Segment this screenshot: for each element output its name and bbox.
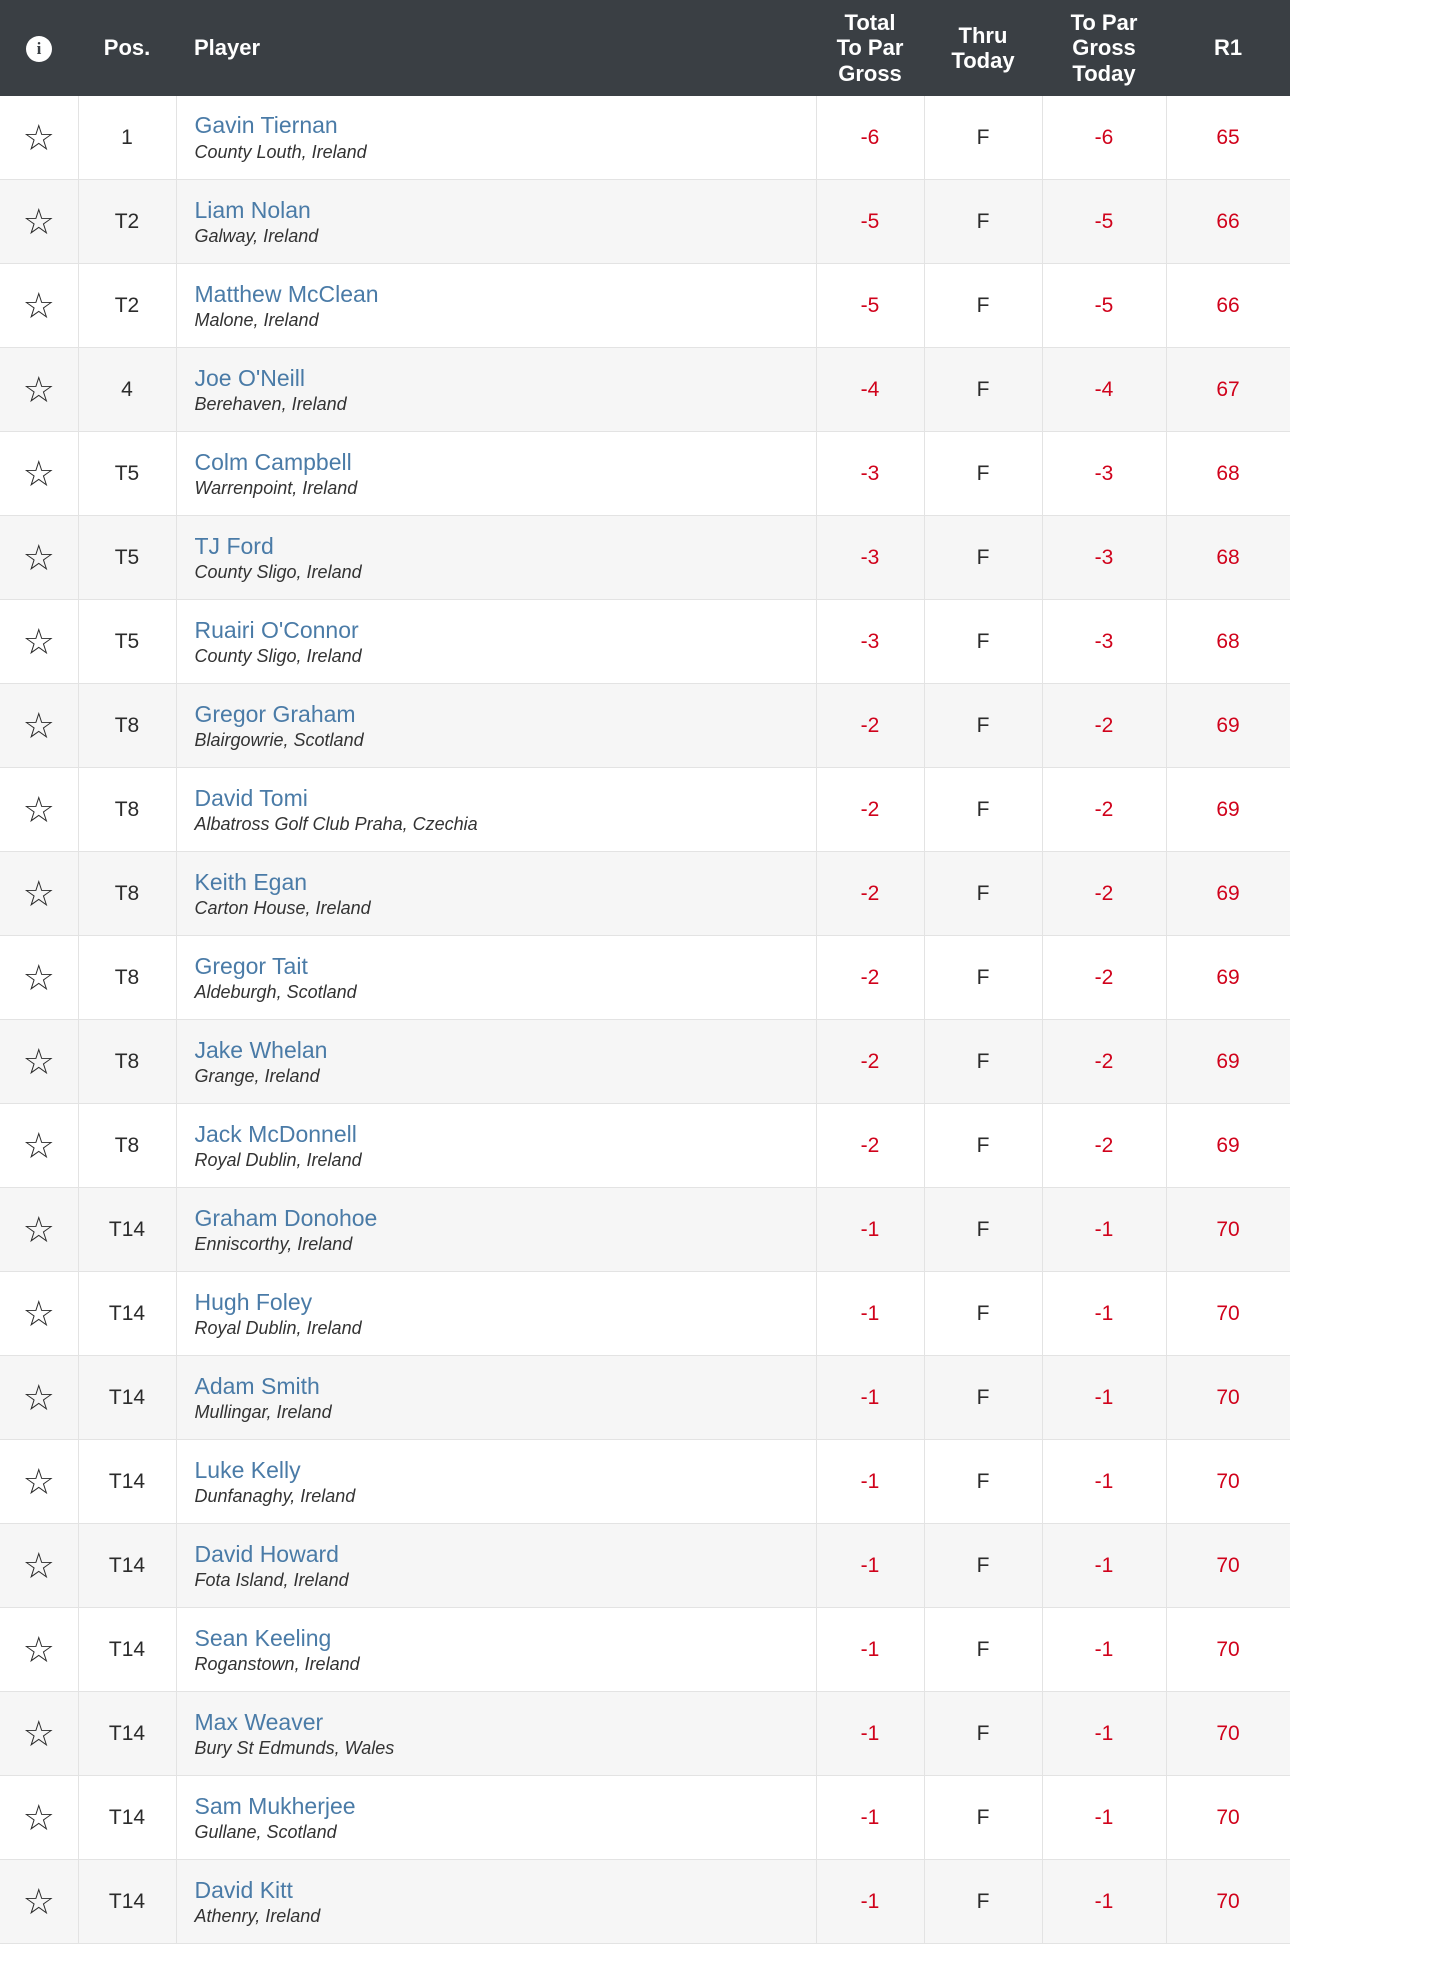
- favourite-cell: [0, 1776, 78, 1860]
- thru-today-cell: F: [924, 1272, 1042, 1356]
- player-club: Gullane, Scotland: [194, 1822, 337, 1843]
- total-to-par-gross-cell: -2: [816, 1104, 924, 1188]
- favourite-cell: [0, 684, 78, 768]
- player-name-link[interactable]: Jack McDonnell: [194, 1120, 357, 1147]
- to-par-gross-today-cell: -4: [1042, 348, 1166, 432]
- thru-today-cell: F: [924, 516, 1042, 600]
- player-club: Blairgowrie, Scotland: [194, 730, 364, 751]
- favourite-star-icon[interactable]: ☆: [22, 284, 55, 326]
- thru-today-cell: F: [924, 1692, 1042, 1776]
- player-name-link[interactable]: Adam Smith: [194, 1372, 320, 1399]
- player-name-link[interactable]: Luke Kelly: [194, 1456, 301, 1483]
- position-cell: T2: [78, 180, 176, 264]
- favourite-cell: [0, 600, 78, 684]
- header-player: Player: [194, 35, 261, 61]
- player-cell: [176, 1272, 816, 1356]
- table-row: [0, 264, 1290, 348]
- position-cell: 4: [78, 348, 176, 432]
- favourite-cell: [0, 852, 78, 936]
- favourite-star-icon[interactable]: ☆: [22, 1292, 55, 1334]
- thru-today-cell: F: [924, 1776, 1042, 1860]
- table-row: [0, 1692, 1290, 1776]
- table-row: [0, 1440, 1290, 1524]
- header-round-1: R1: [1213, 35, 1243, 61]
- to-par-gross-today-cell: -5: [1042, 264, 1166, 348]
- round-1-cell: 69: [1166, 1020, 1290, 1104]
- position-cell: T14: [78, 1608, 176, 1692]
- player-club: Fota Island, Ireland: [194, 1570, 349, 1591]
- position-cell: T14: [78, 1440, 176, 1524]
- total-to-par-gross-cell: -2: [816, 684, 924, 768]
- player-name-link[interactable]: Jake Whelan: [194, 1036, 328, 1063]
- table-row: [0, 1524, 1290, 1608]
- player-name-link[interactable]: Gavin Tiernan: [194, 112, 338, 139]
- player-club: Malone, Ireland: [194, 310, 319, 331]
- to-par-gross-today-cell: -3: [1042, 432, 1166, 516]
- favourite-star-icon[interactable]: ☆: [22, 872, 55, 914]
- thru-today-cell: F: [924, 264, 1042, 348]
- thru-today-cell: F: [924, 1440, 1042, 1524]
- thru-today-cell: F: [924, 1020, 1042, 1104]
- player-name-link[interactable]: David Tomi: [194, 784, 308, 811]
- header-thru-line-2: Today: [951, 47, 1015, 73]
- table-body: [0, 96, 1290, 1944]
- header-today-line-2: Gross: [1072, 35, 1136, 61]
- to-par-gross-today-cell: -1: [1042, 1524, 1166, 1608]
- total-to-par-gross-cell: -1: [816, 1692, 924, 1776]
- round-1-cell: 70: [1166, 1692, 1290, 1776]
- total-to-par-gross-cell: -1: [816, 1440, 924, 1524]
- position-cell: T5: [78, 432, 176, 516]
- round-1-cell: 69: [1166, 1104, 1290, 1188]
- round-1-cell: 69: [1166, 936, 1290, 1020]
- position-cell: T14: [78, 1776, 176, 1860]
- thru-today-cell: F: [924, 1524, 1042, 1608]
- total-to-par-gross-cell: -5: [816, 264, 924, 348]
- thru-today-cell: F: [924, 348, 1042, 432]
- favourite-cell: [0, 1020, 78, 1104]
- to-par-gross-today-cell: -6: [1042, 96, 1166, 180]
- total-to-par-gross-cell: -3: [816, 600, 924, 684]
- favourite-star-icon[interactable]: ☆: [22, 620, 55, 662]
- player-name-link[interactable]: Keith Egan: [194, 868, 308, 895]
- table-row: [0, 1608, 1290, 1692]
- favourite-cell: [0, 1104, 78, 1188]
- favourite-cell: [0, 348, 78, 432]
- player-cell: [176, 432, 816, 516]
- position-cell: T8: [78, 684, 176, 768]
- table-row: [0, 432, 1290, 516]
- favourite-star-icon[interactable]: ☆: [22, 200, 55, 242]
- round-1-cell: 69: [1166, 684, 1290, 768]
- round-1-cell: 66: [1166, 264, 1290, 348]
- favourite-star-icon[interactable]: ☆: [22, 1208, 55, 1250]
- player-cell: [176, 1608, 816, 1692]
- player-name-link[interactable]: Hugh Foley: [194, 1288, 313, 1315]
- favourite-star-icon[interactable]: ☆: [22, 788, 55, 830]
- total-to-par-gross-cell: -6: [816, 96, 924, 180]
- position-cell: T14: [78, 1860, 176, 1944]
- table-row: [0, 96, 1290, 180]
- table-row: [0, 180, 1290, 264]
- table-row: [0, 1356, 1290, 1440]
- to-par-gross-today-cell: -1: [1042, 1272, 1166, 1356]
- total-to-par-gross-cell: -4: [816, 348, 924, 432]
- player-cell: [176, 600, 816, 684]
- player-club: Bury St Edmunds, Wales: [194, 1738, 395, 1759]
- favourite-cell: [0, 1272, 78, 1356]
- thru-today-cell: F: [924, 432, 1042, 516]
- total-to-par-gross-cell: -5: [816, 180, 924, 264]
- favourite-cell: [0, 96, 78, 180]
- to-par-gross-today-cell: -1: [1042, 1188, 1166, 1272]
- position-cell: T14: [78, 1188, 176, 1272]
- thru-today-cell: F: [924, 180, 1042, 264]
- favourite-star-icon[interactable]: ☆: [22, 1880, 55, 1922]
- player-cell: [176, 1692, 816, 1776]
- thru-today-cell: F: [924, 1608, 1042, 1692]
- player-name-link[interactable]: Gregor Graham: [194, 700, 356, 727]
- position-cell: T8: [78, 1104, 176, 1188]
- position-cell: T8: [78, 936, 176, 1020]
- player-name-link[interactable]: Max Weaver: [194, 1708, 324, 1735]
- player-cell: [176, 96, 816, 180]
- player-cell: [176, 768, 816, 852]
- total-to-par-gross-cell: -1: [816, 1524, 924, 1608]
- header-today-line-1: To Par: [1070, 10, 1138, 35]
- thru-today-cell: F: [924, 852, 1042, 936]
- favourite-star-icon[interactable]: ☆: [22, 116, 55, 158]
- table-row: [0, 1860, 1290, 1944]
- thru-today-cell: F: [924, 684, 1042, 768]
- total-to-par-gross-cell: -2: [816, 1020, 924, 1104]
- player-name-link[interactable]: Sean Keeling: [194, 1624, 332, 1651]
- position-cell: T14: [78, 1272, 176, 1356]
- thru-today-cell: F: [924, 936, 1042, 1020]
- player-cell: [176, 348, 816, 432]
- round-1-cell: 67: [1166, 348, 1290, 432]
- favourite-star-icon[interactable]: ☆: [22, 536, 55, 578]
- round-1-cell: 70: [1166, 1188, 1290, 1272]
- favourite-cell: [0, 1860, 78, 1944]
- favourite-cell: [0, 180, 78, 264]
- thru-today-cell: F: [924, 1860, 1042, 1944]
- to-par-gross-today-cell: -2: [1042, 1020, 1166, 1104]
- round-1-cell: 70: [1166, 1860, 1290, 1944]
- round-1-cell: 70: [1166, 1608, 1290, 1692]
- player-club: Roganstown, Ireland: [194, 1654, 360, 1675]
- page-right-margin: [1290, 0, 1447, 1987]
- thru-today-cell: F: [924, 96, 1042, 180]
- table-row: [0, 516, 1290, 600]
- thru-today-cell: F: [924, 1188, 1042, 1272]
- player-name-link[interactable]: David Kitt: [194, 1876, 293, 1903]
- header-favourite-column: [0, 0, 78, 96]
- total-to-par-gross-cell: -3: [816, 516, 924, 600]
- to-par-gross-today-cell: -1: [1042, 1692, 1166, 1776]
- player-club: Albatross Golf Club Praha, Czechia: [194, 814, 478, 835]
- to-par-gross-today-cell: -3: [1042, 600, 1166, 684]
- player-cell: [176, 1440, 816, 1524]
- player-name-link[interactable]: Gregor Tait: [194, 952, 308, 979]
- player-club: County Sligo, Ireland: [194, 562, 362, 583]
- to-par-gross-today-cell: -3: [1042, 516, 1166, 600]
- favourite-cell: [0, 768, 78, 852]
- total-to-par-gross-cell: -1: [816, 1776, 924, 1860]
- table-row: [0, 1104, 1290, 1188]
- player-name-link[interactable]: Ruairi O'Connor: [194, 616, 359, 643]
- header-thru-line-1: Thru: [958, 22, 1008, 48]
- position-cell: 1: [78, 96, 176, 180]
- to-par-gross-today-cell: -2: [1042, 684, 1166, 768]
- favourite-star-icon[interactable]: ☆: [22, 1460, 55, 1502]
- player-cell: [176, 1020, 816, 1104]
- table-row: [0, 768, 1290, 852]
- to-par-gross-today-cell: -1: [1042, 1776, 1166, 1860]
- to-par-gross-today-cell: -2: [1042, 852, 1166, 936]
- total-to-par-gross-cell: -1: [816, 1272, 924, 1356]
- favourite-star-icon[interactable]: ☆: [22, 1376, 55, 1418]
- player-cell: [176, 1776, 816, 1860]
- round-1-cell: 69: [1166, 768, 1290, 852]
- favourite-star-icon[interactable]: ☆: [22, 452, 55, 494]
- round-1-cell: 68: [1166, 516, 1290, 600]
- total-to-par-gross-cell: -1: [816, 1356, 924, 1440]
- favourite-cell: [0, 432, 78, 516]
- header-total-to-par-gross: [816, 0, 924, 96]
- player-club: Galway, Ireland: [194, 226, 319, 247]
- player-cell: [176, 1104, 816, 1188]
- thru-today-cell: F: [924, 1356, 1042, 1440]
- header-to-par-gross-today: [1042, 0, 1166, 96]
- table-row: [0, 852, 1290, 936]
- player-name-link[interactable]: Sam Mukherjee: [194, 1792, 356, 1819]
- player-name-link[interactable]: David Howard: [194, 1540, 339, 1567]
- player-club: Enniscorthy, Ireland: [194, 1234, 353, 1255]
- header-total-line-2: To Par: [836, 35, 904, 61]
- header-position: Pos.: [103, 35, 151, 61]
- player-name-link[interactable]: TJ Ford: [194, 532, 274, 559]
- total-to-par-gross-cell: -2: [816, 936, 924, 1020]
- favourite-cell: [0, 1188, 78, 1272]
- to-par-gross-today-cell: -1: [1042, 1440, 1166, 1524]
- round-1-cell: 70: [1166, 1440, 1290, 1524]
- to-par-gross-today-cell: -1: [1042, 1356, 1166, 1440]
- player-club: County Louth, Ireland: [194, 142, 367, 163]
- total-to-par-gross-cell: -1: [816, 1188, 924, 1272]
- header-thru-today: [924, 0, 1042, 96]
- round-1-cell: 66: [1166, 180, 1290, 264]
- position-cell: T5: [78, 600, 176, 684]
- to-par-gross-today-cell: -1: [1042, 1860, 1166, 1944]
- player-name-link[interactable]: Joe O'Neill: [194, 364, 305, 391]
- table-row: [0, 600, 1290, 684]
- favourite-star-icon[interactable]: ☆: [22, 1628, 55, 1670]
- position-cell: T8: [78, 852, 176, 936]
- round-1-cell: 70: [1166, 1356, 1290, 1440]
- player-club: Berehaven, Ireland: [194, 394, 347, 415]
- player-club: Dunfanaghy, Ireland: [194, 1486, 356, 1507]
- player-club: Royal Dublin, Ireland: [194, 1318, 362, 1339]
- position-cell: T2: [78, 264, 176, 348]
- thru-today-cell: F: [924, 768, 1042, 852]
- total-to-par-gross-cell: -1: [816, 1860, 924, 1944]
- player-name-link[interactable]: Colm Campbell: [194, 448, 352, 475]
- table-header: [0, 0, 1290, 96]
- favourite-cell: [0, 936, 78, 1020]
- total-to-par-gross-cell: -2: [816, 852, 924, 936]
- to-par-gross-today-cell: -1: [1042, 1608, 1166, 1692]
- player-club: County Sligo, Ireland: [194, 646, 362, 667]
- favourite-star-icon[interactable]: ☆: [22, 1544, 55, 1586]
- total-to-par-gross-cell: -3: [816, 432, 924, 516]
- favourite-cell: [0, 516, 78, 600]
- player-cell: [176, 1524, 816, 1608]
- to-par-gross-today-cell: -5: [1042, 180, 1166, 264]
- round-1-cell: 68: [1166, 600, 1290, 684]
- header-total-line-1: Total: [844, 10, 896, 35]
- position-cell: T14: [78, 1524, 176, 1608]
- table-row: [0, 1188, 1290, 1272]
- favourite-star-icon[interactable]: ☆: [22, 1796, 55, 1838]
- favourite-cell: [0, 1608, 78, 1692]
- player-name-link[interactable]: Liam Nolan: [194, 196, 311, 223]
- favourite-star-icon[interactable]: ☆: [22, 1712, 55, 1754]
- favourite-star-icon[interactable]: ☆: [22, 368, 55, 410]
- thru-today-cell: F: [924, 1104, 1042, 1188]
- player-club: Athenry, Ireland: [194, 1906, 321, 1927]
- favourite-star-icon[interactable]: ☆: [22, 1040, 55, 1082]
- header-total-line-3: Gross: [838, 60, 902, 86]
- round-1-cell: 70: [1166, 1776, 1290, 1860]
- round-1-cell: 70: [1166, 1524, 1290, 1608]
- favourite-cell: [0, 1356, 78, 1440]
- player-name-link[interactable]: Graham Donohoe: [194, 1204, 378, 1231]
- favourite-cell: [0, 1692, 78, 1776]
- round-1-cell: 69: [1166, 852, 1290, 936]
- player-club: Warrenpoint, Ireland: [194, 478, 358, 499]
- thru-today-cell: F: [924, 600, 1042, 684]
- header-row: [0, 0, 1290, 96]
- table-row: [0, 936, 1290, 1020]
- favourite-cell: [0, 1524, 78, 1608]
- player-cell: [176, 264, 816, 348]
- player-club: Mullingar, Ireland: [194, 1402, 332, 1423]
- player-cell: [176, 1356, 816, 1440]
- player-club: Royal Dublin, Ireland: [194, 1150, 362, 1171]
- table-row: [0, 1020, 1290, 1104]
- player-club: Aldeburgh, Scotland: [194, 982, 357, 1003]
- total-to-par-gross-cell: -2: [816, 768, 924, 852]
- to-par-gross-today-cell: -2: [1042, 1104, 1166, 1188]
- total-to-par-gross-cell: -1: [816, 1608, 924, 1692]
- favourite-cell: [0, 1440, 78, 1524]
- round-1-cell: 70: [1166, 1272, 1290, 1356]
- favourite-star-icon[interactable]: ☆: [22, 704, 55, 746]
- to-par-gross-today-cell: -2: [1042, 936, 1166, 1020]
- player-name-link[interactable]: Matthew McClean: [194, 280, 379, 307]
- player-cell: [176, 180, 816, 264]
- table-row: [0, 348, 1290, 432]
- position-cell: T14: [78, 1692, 176, 1776]
- player-cell: [176, 852, 816, 936]
- player-club: Grange, Ireland: [194, 1066, 320, 1087]
- player-cell: [176, 1188, 816, 1272]
- favourite-star-icon[interactable]: ☆: [22, 1124, 55, 1166]
- player-cell: [176, 684, 816, 768]
- table-row: [0, 1272, 1290, 1356]
- info-icon[interactable]: i: [26, 36, 52, 62]
- favourite-cell: [0, 264, 78, 348]
- position-cell: T5: [78, 516, 176, 600]
- table-row: [0, 684, 1290, 768]
- player-cell: [176, 936, 816, 1020]
- position-cell: T8: [78, 768, 176, 852]
- round-1-cell: 68: [1166, 432, 1290, 516]
- position-cell: T8: [78, 1020, 176, 1104]
- to-par-gross-today-cell: -2: [1042, 768, 1166, 852]
- round-1-cell: 65: [1166, 96, 1290, 180]
- player-cell: [176, 1860, 816, 1944]
- position-cell: T14: [78, 1356, 176, 1440]
- player-club: Carton House, Ireland: [194, 898, 371, 919]
- player-cell: [176, 516, 816, 600]
- header-today-line-3: Today: [1072, 60, 1136, 86]
- table-row: [0, 1776, 1290, 1860]
- favourite-star-icon[interactable]: ☆: [22, 956, 55, 998]
